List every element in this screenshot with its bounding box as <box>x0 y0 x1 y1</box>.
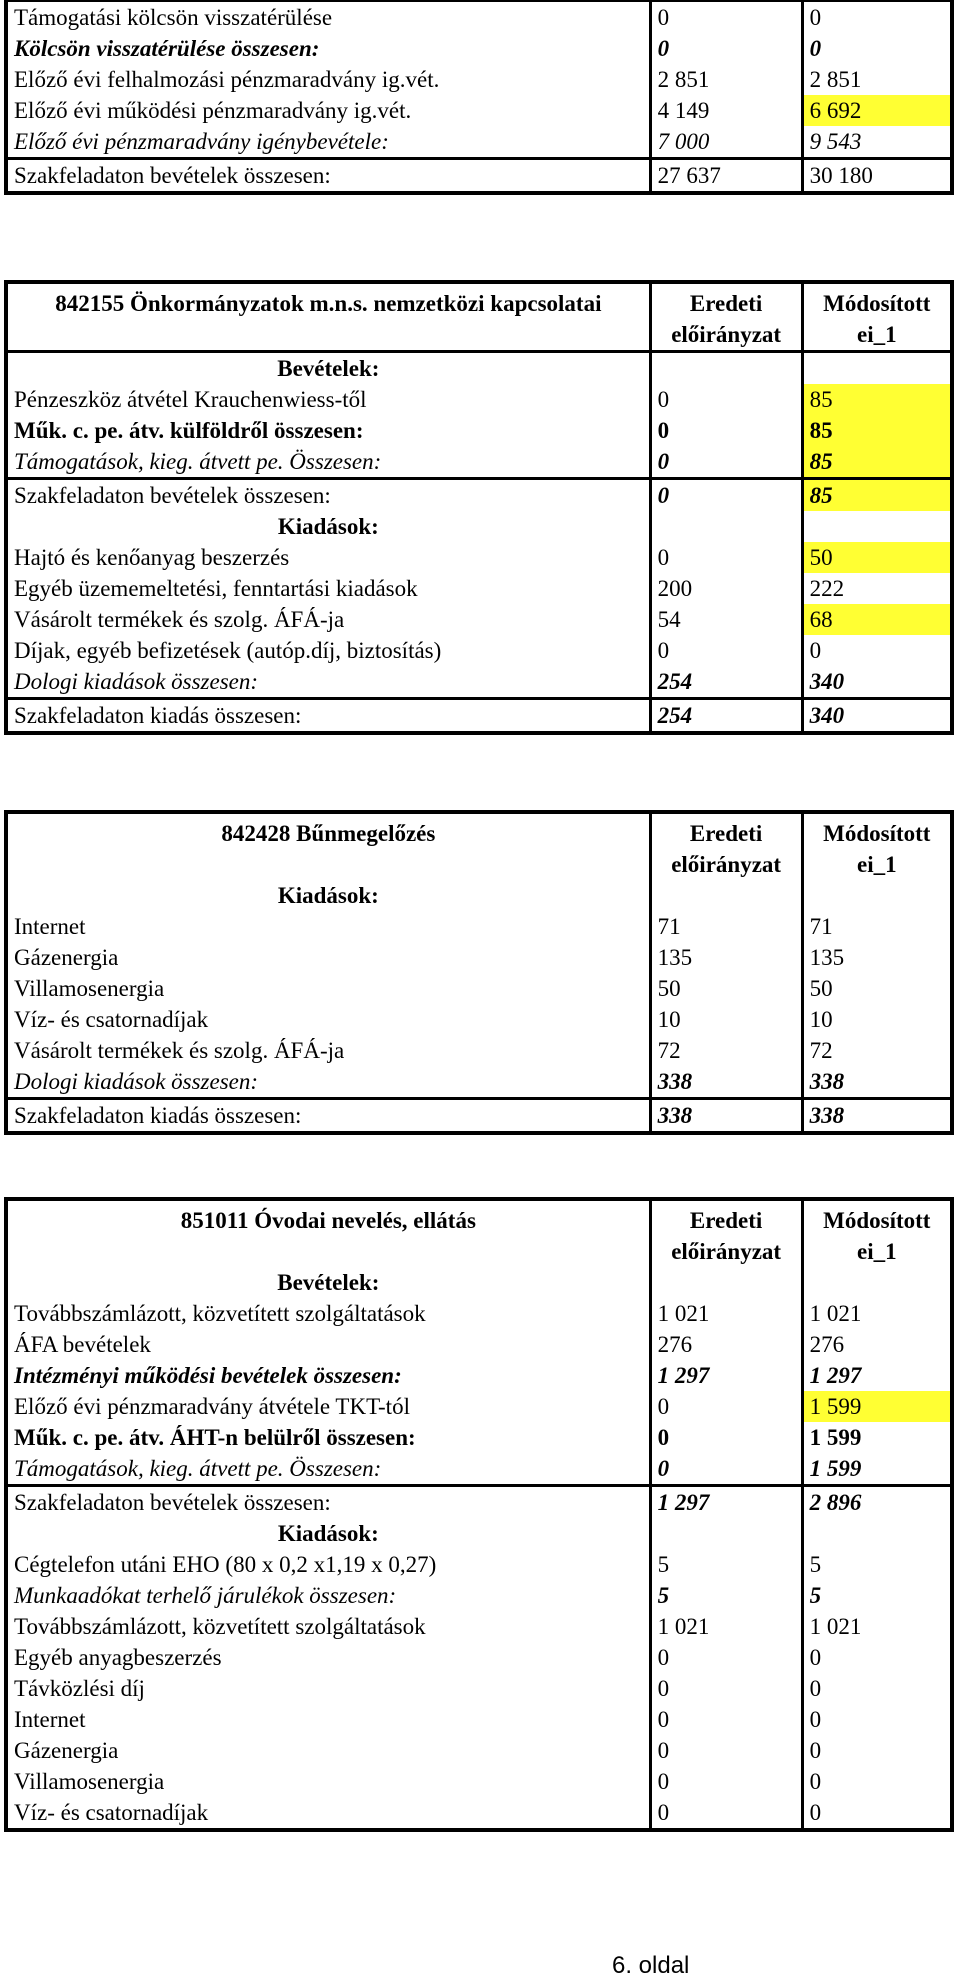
modified-value: 0 <box>802 1704 950 1735</box>
original-value: 1 021 <box>650 1298 802 1329</box>
modified-value: 2 896 <box>802 1486 950 1519</box>
table-row <box>8 33 950 64</box>
row-label: Cégtelefon utáni EHO (80 x 0,2 x1,19 x 0,27) <box>14 1552 437 1577</box>
section-header-row <box>8 284 950 352</box>
table-row <box>8 1329 950 1360</box>
modified-value: 340 <box>802 666 950 699</box>
row-label: Gázenergia <box>14 1738 119 1763</box>
original-value <box>650 352 802 385</box>
row-label: Víz- és csatornadíjak <box>14 1800 209 1825</box>
original-value: 5 <box>650 1549 802 1580</box>
modified-value: 0 <box>802 1797 950 1828</box>
modified-value <box>802 1518 950 1549</box>
modified-value: 0 <box>802 1642 950 1673</box>
table-row <box>8 1422 950 1453</box>
original-value: 0 <box>650 635 802 666</box>
modified-value <box>802 880 950 911</box>
modified-value: 1 297 <box>802 1360 950 1391</box>
section-header-row <box>8 814 950 880</box>
original-value: 254 <box>650 666 802 699</box>
row-label: Egyéb anyagbeszerzés <box>14 1645 222 1670</box>
table-row <box>8 604 950 635</box>
row-label: Szakfeladaton bevételek összesen: <box>8 1486 650 1519</box>
modified-value <box>802 1267 950 1298</box>
row-label: Kiadások: <box>277 1521 379 1546</box>
original-value: 71 <box>650 911 802 942</box>
original-value: 54 <box>650 604 802 635</box>
table-row <box>8 1549 950 1580</box>
row-label: Támogatási kölcsön visszatérülése <box>14 5 333 30</box>
modified-value: 9 543 <box>802 126 950 159</box>
modified-value: 0 <box>802 2 950 33</box>
section-subheading-row <box>8 1518 950 1549</box>
modified-value: 1 021 <box>802 1611 950 1642</box>
modified-value: 1 021 <box>802 1298 950 1329</box>
row-label: Szakfeladaton kiadás összesen: <box>8 699 650 732</box>
original-value <box>650 1518 802 1549</box>
row-label: Egyéb üzememeltetési, fenntartási kiadások <box>14 576 418 601</box>
modified-value: 50 <box>802 973 950 1004</box>
modified-value <box>802 352 950 385</box>
modified-value: 276 <box>802 1329 950 1360</box>
row-label: Hajtó és kenőanyag beszerzés <box>14 545 290 570</box>
row-label: Távközlési díj <box>14 1676 145 1701</box>
table-row <box>8 1673 950 1704</box>
table-row <box>8 911 950 942</box>
original-value: 0 <box>650 2 802 33</box>
row-label: Dologi kiadások összesen: <box>14 1069 259 1094</box>
original-value: 0 <box>650 1422 802 1453</box>
table-row <box>8 1360 950 1391</box>
row-label: Továbbszámlázott, közvetített szolgáltatások <box>14 1301 426 1326</box>
table-row <box>8 1642 950 1673</box>
original-value <box>650 511 802 542</box>
modified-value: 0 <box>802 1766 950 1797</box>
row-label: Kiadások: <box>277 514 379 539</box>
original-value: 50 <box>650 973 802 1004</box>
table-row <box>8 1298 950 1329</box>
section-title: 842428 Bűnmegelőzés <box>221 821 436 846</box>
total-row <box>8 159 950 192</box>
original-value: 0 <box>650 542 802 573</box>
original-value: 27 637 <box>650 159 802 192</box>
table-row <box>8 1580 950 1611</box>
section-header-row <box>8 1201 950 1267</box>
original-value: 1 297 <box>650 1360 802 1391</box>
section-842155-table <box>8 284 950 731</box>
modified-value: 85 <box>802 479 950 512</box>
table-row <box>8 1735 950 1766</box>
row-label: Támogatások, kieg. átvett pe. Összesen: <box>14 1456 382 1481</box>
section-842155-rows <box>8 352 950 732</box>
section-subheading-row <box>8 1267 950 1298</box>
section-842428-rows <box>8 880 950 1131</box>
table-row <box>8 1391 950 1422</box>
row-label: Internet <box>14 914 86 939</box>
table-row <box>8 1035 950 1066</box>
modified-value: 1 599 <box>802 1422 950 1453</box>
row-label: Munkaadókat terhelő járulékok összesen: <box>14 1583 397 1608</box>
original-value: 0 <box>650 1453 802 1486</box>
row-label: Dologi kiadások összesen: <box>14 669 259 694</box>
row-label: Előző évi felhalmozási pénzmaradvány ig.vét. <box>14 67 440 92</box>
top-summary-table <box>8 2 950 191</box>
table-row <box>8 2 950 33</box>
original-value: 0 <box>650 1766 802 1797</box>
row-label: Pénzeszköz átvétel Krauchenwiess-től <box>14 387 367 412</box>
table-row <box>8 446 950 479</box>
original-value: 10 <box>650 1004 802 1035</box>
total-row <box>8 1099 950 1132</box>
table-row <box>8 573 950 604</box>
column-header-original: Eredeti előirányzat <box>650 1201 802 1267</box>
row-label: Vásárolt termékek és szolg. ÁFÁ-ja <box>14 607 345 632</box>
row-label: Műk. c. pe. átv. külföldről összesen: <box>14 418 364 443</box>
row-label: Gázenergia <box>14 945 119 970</box>
total-row <box>8 479 950 512</box>
table-row <box>8 942 950 973</box>
original-value: 135 <box>650 942 802 973</box>
table-row <box>8 973 950 1004</box>
row-label: Előző évi pénzmaradvány átvétele TKT-tól <box>14 1394 410 1419</box>
section-851011-table <box>8 1201 950 1828</box>
row-label: Bevételek: <box>277 1270 380 1295</box>
original-value: 0 <box>650 479 802 512</box>
section-subheading-row <box>8 511 950 542</box>
table-row <box>8 1066 950 1099</box>
row-label: Villamosenergia <box>14 1769 165 1794</box>
original-value: 0 <box>650 1391 802 1422</box>
table-row <box>8 384 950 415</box>
modified-value: 5 <box>802 1580 950 1611</box>
row-label: Műk. c. pe. átv. ÁHT-n belülről összesen: <box>14 1425 416 1450</box>
top-summary-body <box>8 2 950 191</box>
table-row <box>8 126 950 159</box>
modified-value: 71 <box>802 911 950 942</box>
modified-value: 0 <box>802 1673 950 1704</box>
original-value: 72 <box>650 1035 802 1066</box>
total-row <box>8 699 950 732</box>
original-value: 0 <box>650 1673 802 1704</box>
section-title: 851011 Óvodai nevelés, ellátás <box>180 1208 476 1233</box>
original-value: 200 <box>650 573 802 604</box>
original-value <box>650 1267 802 1298</box>
modified-value: 6 692 <box>802 95 950 126</box>
original-value: 0 <box>650 384 802 415</box>
original-value: 0 <box>650 33 802 64</box>
table-row <box>8 666 950 699</box>
modified-value: 85 <box>802 415 950 446</box>
modified-value: 2 851 <box>802 64 950 95</box>
row-label: Előző évi pénzmaradvány igénybevétele: <box>14 129 389 154</box>
modified-value: 1 599 <box>802 1453 950 1486</box>
table-row <box>8 64 950 95</box>
original-value: 1 021 <box>650 1611 802 1642</box>
row-label: Szakfeladaton kiadás összesen: <box>8 1099 650 1132</box>
modified-value: 135 <box>802 942 950 973</box>
row-label: Intézményi működési bevételek összesen: <box>14 1363 402 1388</box>
section-title: 842155 Önkormányzatok m.n.s. nemzetközi kapcsolatai <box>8 284 650 352</box>
modified-value: 30 180 <box>802 159 950 192</box>
modified-value: 50 <box>802 542 950 573</box>
original-value: 338 <box>650 1099 802 1132</box>
table-row <box>8 1704 950 1735</box>
original-value: 5 <box>650 1580 802 1611</box>
modified-value: 85 <box>802 384 950 415</box>
row-label: Továbbszámlázott, közvetített szolgáltatások <box>14 1614 426 1639</box>
row-label: Támogatások, kieg. átvett pe. Összesen: <box>14 449 382 474</box>
table-row <box>8 635 950 666</box>
modified-value: 5 <box>802 1549 950 1580</box>
table-row <box>8 415 950 446</box>
row-label: Szakfeladaton bevételek összesen: <box>8 159 650 192</box>
section-subheading-row <box>8 880 950 911</box>
total-row <box>8 1486 950 1519</box>
modified-value: 338 <box>802 1099 950 1132</box>
table-row <box>8 95 950 126</box>
original-value: 254 <box>650 699 802 732</box>
row-label: Vásárolt termékek és szolg. ÁFÁ-ja <box>14 1038 345 1063</box>
modified-value: 1 599 <box>802 1391 950 1422</box>
row-label: Bevételek: <box>277 356 380 381</box>
row-label: Villamosenergia <box>14 976 165 1001</box>
modified-value: 0 <box>802 33 950 64</box>
table-row <box>8 542 950 573</box>
row-label: Kölcsön visszatérülése összesen: <box>14 36 320 61</box>
original-value: 1 297 <box>650 1486 802 1519</box>
modified-value: 68 <box>802 604 950 635</box>
row-label: Internet <box>14 1707 86 1732</box>
column-header-modified: Módosított ei_1 <box>802 284 950 352</box>
modified-value: 340 <box>802 699 950 732</box>
table-row <box>8 1766 950 1797</box>
modified-value: 72 <box>802 1035 950 1066</box>
row-label: Víz- és csatornadíjak <box>14 1007 209 1032</box>
modified-value: 222 <box>802 573 950 604</box>
table-row <box>8 1004 950 1035</box>
column-header-modified: Módosított ei_1 <box>802 814 950 880</box>
column-header-original: Eredeti előirányzat <box>650 284 802 352</box>
modified-value <box>802 511 950 542</box>
original-value: 338 <box>650 1066 802 1099</box>
original-value: 0 <box>650 446 802 479</box>
original-value: 0 <box>650 1642 802 1673</box>
row-label: Szakfeladaton bevételek összesen: <box>8 479 650 512</box>
column-header-modified: Módosított ei_1 <box>802 1201 950 1267</box>
original-value: 2 851 <box>650 64 802 95</box>
table-row <box>8 1453 950 1486</box>
row-label: Előző évi működési pénzmaradvány ig.vét. <box>14 98 412 123</box>
section-subheading-row <box>8 352 950 385</box>
original-value: 0 <box>650 1735 802 1766</box>
modified-value: 85 <box>802 446 950 479</box>
modified-value: 10 <box>802 1004 950 1035</box>
original-value: 276 <box>650 1329 802 1360</box>
row-label: Díjak, egyéb befizetések (autóp.díj, biztosítás) <box>14 638 442 663</box>
section-842428-table <box>8 814 950 1131</box>
original-value: 0 <box>650 1704 802 1735</box>
table-row <box>8 1611 950 1642</box>
modified-value: 0 <box>802 635 950 666</box>
original-value: 4 149 <box>650 95 802 126</box>
section-851011-rows <box>8 1267 950 1828</box>
original-value <box>650 880 802 911</box>
row-label: Kiadások: <box>277 883 379 908</box>
column-header-original: Eredeti előirányzat <box>650 814 802 880</box>
modified-value: 0 <box>802 1735 950 1766</box>
original-value: 0 <box>650 415 802 446</box>
original-value: 7 000 <box>650 126 802 159</box>
table-row <box>8 1797 950 1828</box>
page-number: 6. oldal <box>612 1952 690 1979</box>
original-value: 0 <box>650 1797 802 1828</box>
row-label: ÁFA bevételek <box>14 1332 151 1357</box>
modified-value: 338 <box>802 1066 950 1099</box>
